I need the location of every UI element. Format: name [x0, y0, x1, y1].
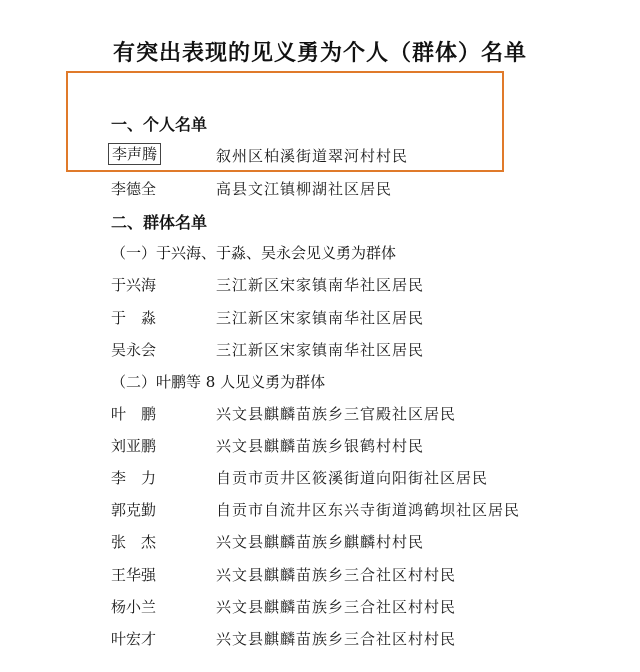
member-address: 兴文县麒麟苗族乡三官殿社区居民 — [216, 405, 457, 423]
member-name: 于兴海 — [111, 276, 157, 294]
member-name: 李 力 — [111, 469, 157, 487]
member-name: 张 杰 — [111, 533, 157, 551]
member-name: 刘亚鹏 — [111, 437, 157, 455]
member-name: 王华强 — [111, 566, 157, 584]
member-name: 叶宏才 — [111, 630, 157, 648]
member-name: 叶 鹏 — [111, 405, 157, 423]
member-name: 郭克勤 — [111, 501, 157, 519]
member-name: 吴永会 — [111, 341, 157, 359]
member-address: 兴文县麒麟苗族乡三合社区村村民 — [216, 630, 457, 648]
member-address: 兴文县麒麟苗族乡三合社区村村民 — [216, 566, 457, 584]
group-title: （二）叶鹏等 8 人见义勇为群体 — [111, 373, 326, 391]
member-address: 三江新区宋家镇南华社区居民 — [216, 341, 425, 359]
page-title: 有突出表现的见义勇为个人（群体）名单 — [112, 40, 527, 66]
member-address: 兴文县麒麟苗族乡麒麟村村民 — [216, 533, 425, 551]
member-address: 兴文县麒麟苗族乡银鹤村村民 — [216, 437, 425, 455]
member-name: 于 淼 — [111, 309, 157, 327]
member-address: 三江新区宋家镇南华社区居民 — [216, 309, 425, 327]
member-address: 三江新区宋家镇南华社区居民 — [216, 276, 425, 294]
person-name-boxed: 李声腾 — [108, 143, 161, 165]
section-heading-individuals: 一、个人名单 — [111, 115, 208, 134]
person-address: 叙州区柏溪街道翠河村村民 — [216, 147, 409, 165]
member-name: 杨小兰 — [111, 598, 157, 616]
member-address: 兴文县麒麟苗族乡三合社区村村民 — [216, 598, 457, 616]
section-heading-groups: 二、群体名单 — [111, 213, 208, 232]
group-title: （一）于兴海、于淼、吴永会见义勇为群体 — [111, 244, 397, 262]
member-address: 自贡市自流井区东兴寺街道鸿鹤坝社区居民 — [216, 501, 521, 519]
person-name: 李德全 — [111, 180, 157, 198]
person-address: 高县文江镇柳湖社区居民 — [216, 180, 393, 198]
member-address: 自贡市贡井区筱溪街道向阳街社区居民 — [216, 469, 489, 487]
